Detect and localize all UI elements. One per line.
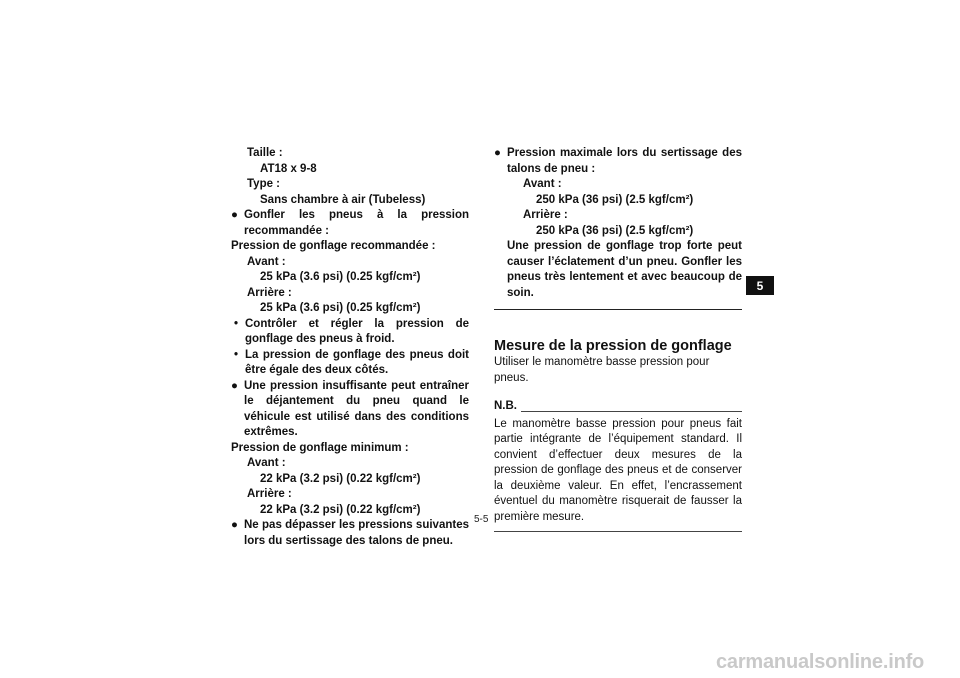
page-number: 5-5 [474, 514, 489, 525]
right-column [494, 146, 742, 532]
bullet-do-not-exceed: ● Ne pas dépasser les pressions suivantes lors du sertissage des talons de pneu. [231, 519, 469, 547]
minimum-pressure-label: Pression de gonflage minimum : [231, 441, 409, 454]
bullet-icon: ● [231, 379, 238, 392]
sub-bullet-icon: • [234, 348, 239, 361]
note-text: Le manomètre basse pression pour pneus fait partie intégrante de l’équipement standard. Il convient d’effectuer deux mesures de la pression de gonflage des pneus et de conserver la deuxième valeur. En effet, l’encrassement éventuel du manomètre risquerait de fausser la première mesure. [494, 417, 742, 523]
type-label: Type : [247, 178, 281, 190]
note-label: N.B. [494, 400, 517, 412]
note-top-rule [521, 411, 742, 412]
maximum-front-value: 250 kPa (36 psi) (2.5 kgf/cm²) [536, 193, 694, 206]
warning-text: Une pression de gonflage trop forte peut causer l’éclatement d’un pneu. Gonfler les pneus très lentement et avec beaucoup de soin. [507, 240, 742, 299]
left-column [231, 146, 469, 549]
watermark: carmanualsonline.info [716, 651, 925, 673]
rear-label: Arrière : [523, 209, 568, 221]
maximum-rear-value: 250 kPa (36 psi) (2.5 kgf/cm²) [536, 224, 694, 237]
size-value: AT18 x 9-8 [260, 162, 317, 175]
bullet-max-pressure: ● Pression maximale lors du sertissage des talons de pneu : [494, 147, 742, 175]
minimum-rear-value: 22 kPa (3.2 psi) (0.22 kgf/cm²) [260, 503, 421, 516]
rear-label: Arrière : [247, 286, 292, 299]
recommended-rear-value: 25 kPa (3.6 psi) (0.25 kgf/cm²) [260, 302, 421, 314]
warning-divider [494, 309, 742, 310]
bullet-icon: ● [231, 519, 238, 531]
bullet-icon: ● [494, 147, 501, 159]
rear-label: Arrière : [247, 488, 292, 500]
chapter-tab: 5 [746, 276, 774, 295]
type-value: Sans chambre à air (Tubeless) [260, 193, 426, 206]
sub-bullet-check-cold: • Contrôler et régler la pression de gonflage des pneus à froid. [234, 317, 469, 345]
minimum-front-value: 22 kPa (3.2 psi) (0.22 kgf/cm²) [260, 472, 421, 485]
front-label: Avant : [523, 178, 562, 190]
note-bottom-rule [494, 531, 742, 532]
section-heading: Mesure de la pression de gonflage [494, 338, 732, 354]
sub-bullet-icon: • [234, 317, 239, 330]
bullet-icon: ● [231, 209, 238, 221]
size-label: Taille : [247, 147, 283, 159]
bullet-inflate: ● Gonfler les pneus à la pression recommandée : [231, 209, 469, 237]
note-header [494, 399, 742, 415]
front-label: Avant : [247, 255, 286, 268]
intro-text: Utiliser le manomètre basse pression pour pneus. [494, 356, 710, 384]
bullet-low-pressure: ● Une pression insuffisante peut entraîner le déjantement du pneu quand le véhicule est utilisé dans des conditions extrêmes. [231, 379, 469, 438]
recommended-pressure-label: Pression de gonflage recommandée : [231, 240, 436, 252]
recommended-front-value: 25 kPa (3.6 psi) (0.25 kgf/cm²) [260, 271, 421, 283]
front-label: Avant : [247, 457, 286, 469]
sub-bullet-equal-sides: • La pression de gonflage des pneus doit être égale des deux côtés. [234, 348, 469, 376]
